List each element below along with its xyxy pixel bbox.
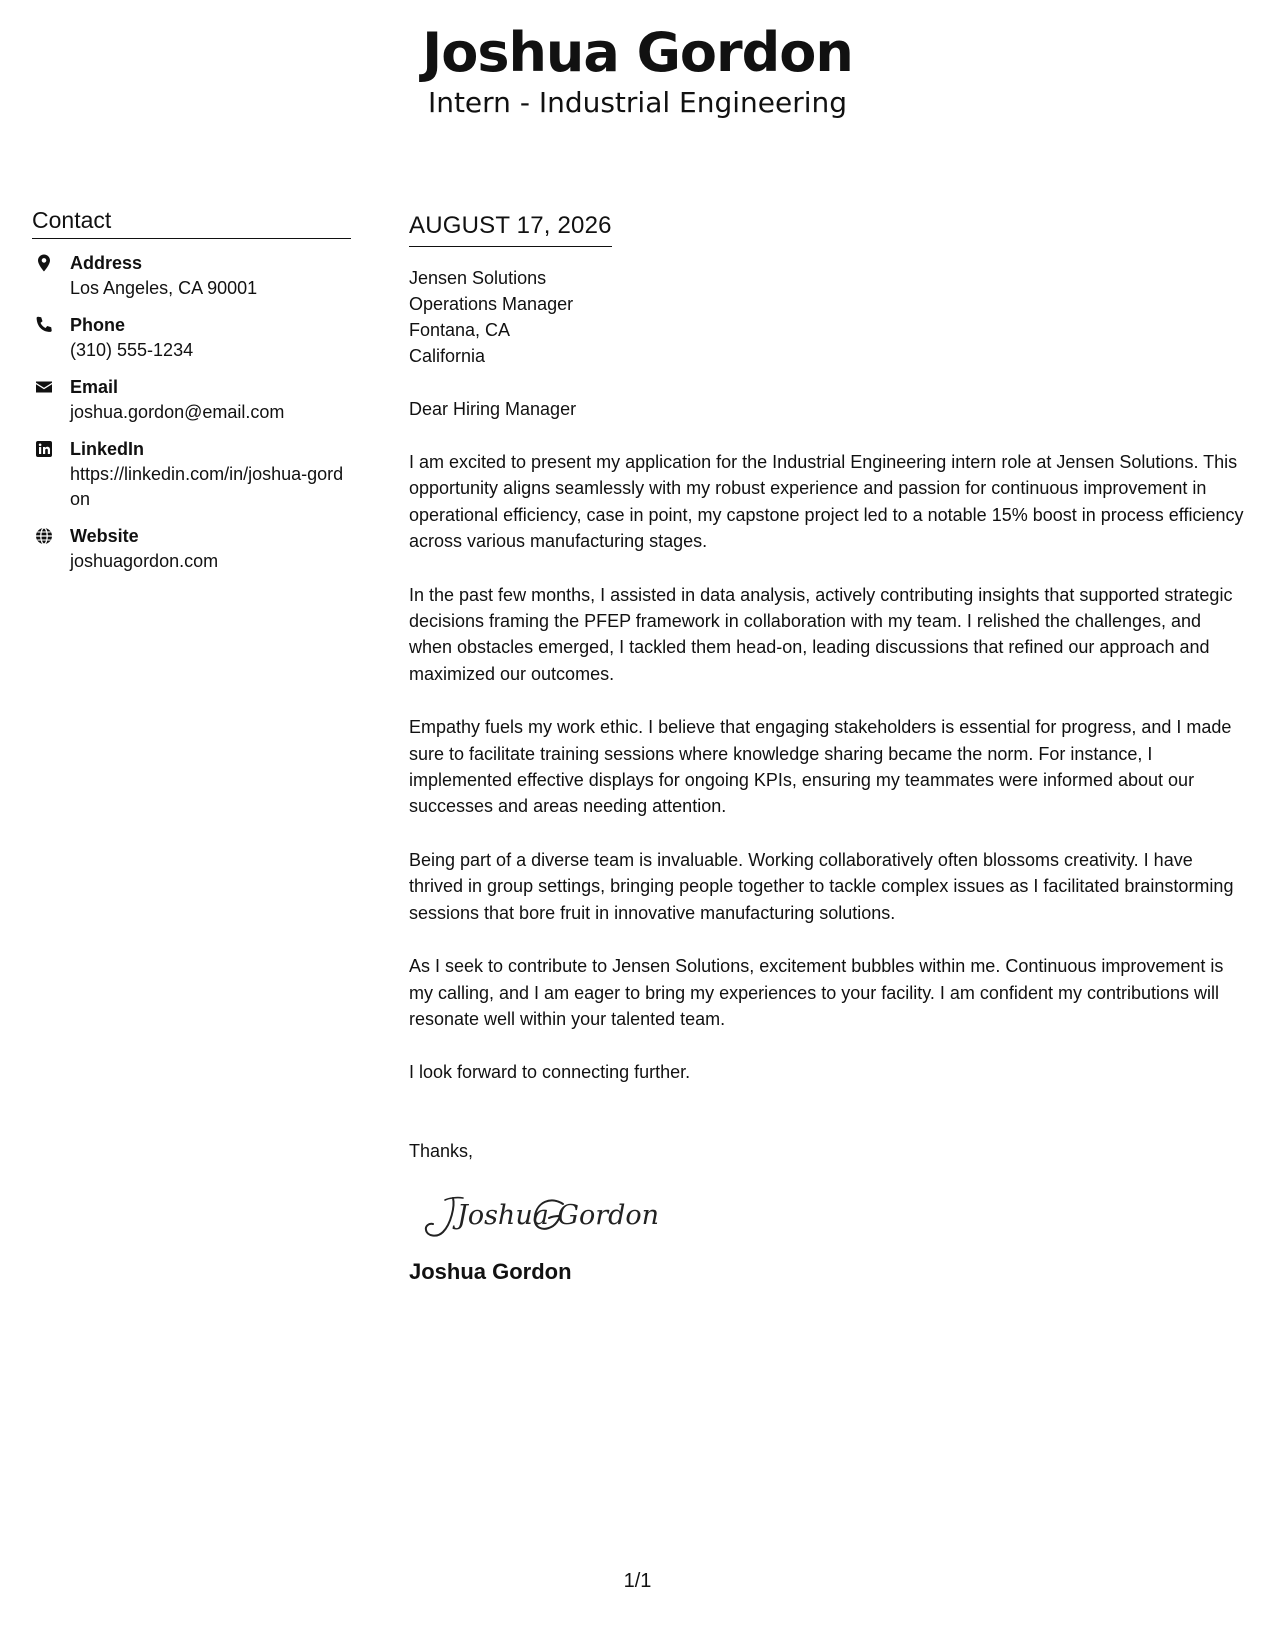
contact-value: https://linkedin.com/in/joshua-gordon	[70, 464, 344, 509]
contact-heading: Contact	[32, 206, 351, 239]
recipient-line: Jensen Solutions	[409, 268, 547, 288]
letter-paragraph: I am excited to present my application for the Industrial Engineering intern role at Jensen Solutions. This opportunity aligns seamlessly with my robust experience and passion for continuous improvement in operational efficiency, case in point, my capstone project led to a notable 15% boost in process efficiency across various manufacturing stages.	[409, 452, 1244, 552]
signature-text-first: Joshua Gordon	[457, 1200, 660, 1232]
phone-icon	[34, 315, 54, 335]
contact-value: (310) 555-1234	[70, 340, 194, 360]
globe-icon	[34, 526, 54, 546]
contact-value: joshuagordon.com	[70, 551, 219, 571]
page-number: 1/1	[623, 1570, 652, 1592]
contact-value: Los Angeles, CA 90001	[70, 278, 258, 298]
applicant-role: Intern - Industrial Engineering	[427, 86, 848, 119]
handwritten-signature	[421, 1186, 681, 1246]
letter-header	[0, 20, 1275, 120]
contact-sidebar	[32, 206, 351, 586]
closing-line: I look forward to connecting further.	[409, 1062, 691, 1083]
recipient-line: Fontana, CA	[409, 320, 511, 340]
location-pin-icon	[34, 253, 54, 273]
letter-date: AUGUST 17, 2026	[409, 210, 612, 247]
letter-paragraph: As I seek to contribute to Jensen Solutions, excitement bubbles within me. Continuous improvement is my calling, and I am eager to bring my experiences to your facility. I am confident my contributions will resonate well within your talented team.	[409, 956, 1224, 1029]
signoff: Thanks,	[409, 1141, 474, 1162]
letter-paragraph: Being part of a diverse team is invaluable. Working collaboratively often blossoms creativity. I have thrived in group settings, bringing people together to tackle complex issues as I facilitated brainstorming sessions that bore fruit in innovative manufacturing solutions.	[409, 849, 1234, 923]
contact-label: Address	[70, 253, 143, 273]
contact-label: LinkedIn	[70, 439, 145, 459]
recipient-line: Operations Manager	[409, 294, 574, 314]
applicant-name: Joshua Gordon	[422, 21, 853, 84]
contact-phone	[32, 313, 351, 363]
signature-graphic	[421, 1186, 681, 1246]
contact-linkedin	[32, 437, 351, 512]
linkedin-icon	[34, 439, 54, 459]
salutation: Dear Hiring Manager	[409, 399, 577, 419]
envelope-icon	[34, 377, 54, 397]
contact-address	[32, 251, 351, 301]
recipient-line: California	[409, 346, 486, 366]
signature-name: Joshua Gordon	[409, 1259, 572, 1285]
recipient-block	[409, 265, 1249, 369]
contact-website	[32, 524, 351, 574]
contact-value: joshua.gordon@email.com	[70, 402, 285, 422]
letter-body	[409, 210, 1249, 1286]
contact-label: Website	[70, 526, 139, 546]
contact-label: Phone	[70, 315, 126, 335]
contact-label: Email	[70, 377, 119, 397]
letter-paragraph: In the past few months, I assisted in data analysis, actively contributing insights that supported strategic decisions framing the PFEP framework in collaboration with my team. I relished the challenges, and when obstacles emerged, I tackled them head-on, leading discussions that refined our approach and maximized our outcomes.	[409, 584, 1233, 684]
letter-paragraph: Empathy fuels my work ethic. I believe that engaging stakeholders is essential for progress, and I made sure to facilitate training sessions where knowledge sharing became the norm. For instance, I implemented effective displays for ongoing KPIs, ensuring my teammates were informed about our successes and areas needing attention.	[409, 717, 1232, 817]
contact-email	[32, 375, 351, 425]
